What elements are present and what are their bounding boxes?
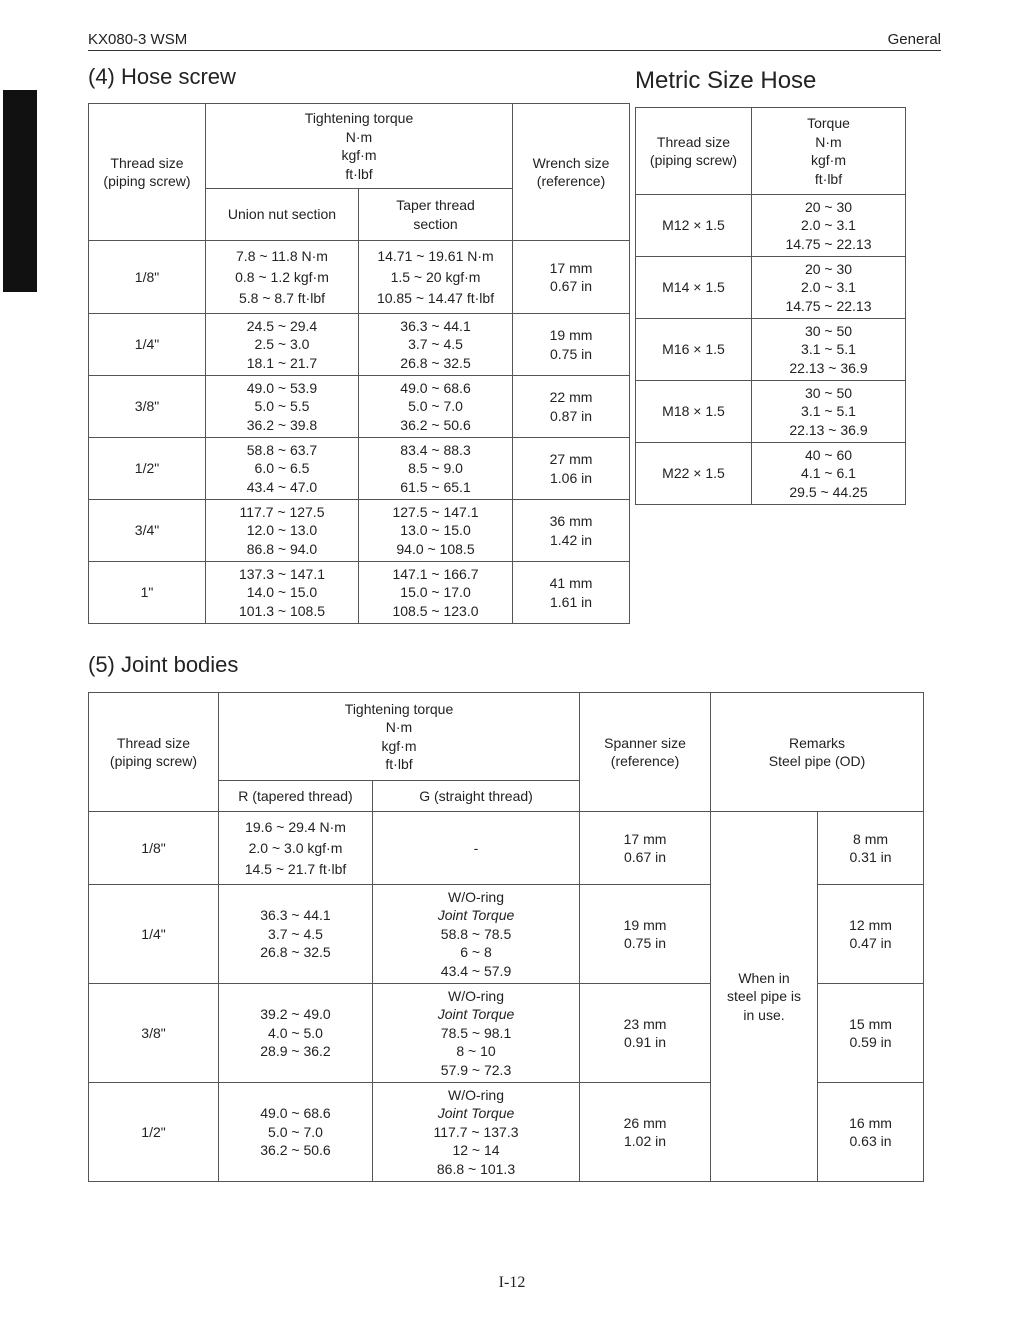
r-thread-torque-cell: 36.3 ~ 44.1 3.7 ~ 4.5 26.8 ~ 32.5 [219,885,373,984]
g-thread-torque-cell [373,1083,580,1182]
taper-thread-torque-cell: 127.5 ~ 147.1 13.0 ~ 15.0 94.0 ~ 108.5 [359,500,513,562]
header-thread-size: Thread size (piping screw) [89,693,219,812]
steel-pipe-od-cell: 8 mm 0.31 in [818,812,924,885]
steel-pipe-od-cell: 16 mm 0.63 in [818,1083,924,1182]
g-thread-note: - [473,839,479,856]
table-row [636,257,906,319]
metric-hose-title: Metric Size Hose [635,67,817,94]
header-union-nut: Union nut section [206,189,359,241]
thread-size-cell: 3/8" [89,376,206,438]
r-thread-torque-cell: 49.0 ~ 68.6 5.0 ~ 7.0 36.2 ~ 50.6 [219,1083,373,1182]
spanner-size-cell: 17 mm 0.67 in [580,812,711,885]
table-row [636,195,906,257]
wrench-size-cell: 36 mm 1.42 in [513,500,630,562]
header-torque: Torque N·m kgf·m ft·lbf [752,108,906,195]
header-wrench-size: Wrench size (reference) [513,104,630,241]
table-row [89,438,630,500]
union-nut-torque-cell: 117.7 ~ 127.5 12.0 ~ 13.0 86.8 ~ 94.0 [206,500,359,562]
header-spanner-size: Spanner size (reference) [580,693,711,812]
thread-size-cell: 3/8" [89,984,219,1083]
thread-size-cell: 1/4" [89,885,219,984]
page-number: I-12 [498,1274,526,1291]
steel-pipe-od-cell: 12 mm 0.47 in [818,885,924,984]
union-nut-torque-cell: 137.3 ~ 147.1 14.0 ~ 15.0 101.3 ~ 108.5 [206,562,359,624]
g-thread-torque-cell [373,812,580,885]
g-thread-note: W/O-ring [448,987,504,1004]
thread-size-cell: M18 × 1.5 [636,381,752,443]
header-tightening-torque: Tightening torque N·m kgf·m ft·lbf [206,104,513,189]
taper-thread-torque-cell: 36.3 ~ 44.1 3.7 ~ 4.5 26.8 ~ 32.5 [359,314,513,376]
header-tightening-torque: Tightening torque N·m kgf·m ft·lbf [219,693,580,781]
header-thread-size: Thread size (piping screw) [89,104,206,241]
g-thread-values: 58.8 ~ 78.5 6 ~ 8 43.4 ~ 57.9 [440,925,512,979]
g-thread-note: W/O-ring [448,1086,504,1103]
thread-size-cell: 1/8" [89,241,206,314]
table-row [636,443,906,505]
taper-thread-torque-cell: 147.1 ~ 166.7 15.0 ~ 17.0 108.5 ~ 123.0 [359,562,513,624]
thread-size-cell: 1/8" [89,812,219,885]
torque-cell: 40 ~ 60 4.1 ~ 6.1 29.5 ~ 44.25 [752,443,906,505]
header-remarks: Remarks Steel pipe (OD) [711,693,924,812]
r-thread-torque-cell: 19.6 ~ 29.4 N·m 2.0 ~ 3.0 kgf·m 14.5 ~ 21.7 ft·lbf [219,812,373,885]
table-row [89,812,924,885]
header-g-straight: G (straight thread) [373,781,580,812]
spanner-size-cell: 23 mm 0.91 in [580,984,711,1083]
section-tab-marker [3,90,37,292]
g-thread-values: 78.5 ~ 98.1 8 ~ 10 57.9 ~ 72.3 [440,1024,512,1078]
g-thread-values: 117.7 ~ 137.3 12 ~ 14 86.8 ~ 101.3 [433,1123,519,1177]
table-row [89,241,630,314]
thread-size-cell: M12 × 1.5 [636,195,752,257]
header-taper-thread: Taper thread section [359,189,513,241]
wrench-size-cell: 27 mm 1.06 in [513,438,630,500]
torque-cell: 30 ~ 50 3.1 ~ 5.1 22.13 ~ 36.9 [752,381,906,443]
union-nut-torque-cell: 58.8 ~ 63.7 6.0 ~ 6.5 43.4 ~ 47.0 [206,438,359,500]
taper-thread-torque-cell: 49.0 ~ 68.6 5.0 ~ 7.0 36.2 ~ 50.6 [359,376,513,438]
table-row [89,500,630,562]
metric-hose-table [635,107,906,505]
section-name: General [887,31,941,48]
joint-torque-label: Joint Torque [437,1105,515,1122]
manual-title: KX080-3 WSM [88,31,188,48]
thread-size-cell: M14 × 1.5 [636,257,752,319]
g-thread-torque-cell [373,984,580,1083]
table-row [636,381,906,443]
thread-size-cell: 1/2" [89,438,206,500]
joint-bodies-table [88,692,924,1182]
thread-size-cell: 1/2" [89,1083,219,1182]
table-row [89,376,630,438]
joint-torque-label: Joint Torque [437,907,515,924]
table-row [636,319,906,381]
torque-cell: 30 ~ 50 3.1 ~ 5.1 22.13 ~ 36.9 [752,319,906,381]
thread-size-cell: M16 × 1.5 [636,319,752,381]
spanner-size-cell: 26 mm 1.02 in [580,1083,711,1182]
r-thread-torque-cell: 39.2 ~ 49.0 4.0 ~ 5.0 28.9 ~ 36.2 [219,984,373,1083]
taper-thread-torque-cell: 83.4 ~ 88.3 8.5 ~ 9.0 61.5 ~ 65.1 [359,438,513,500]
header-divider [88,50,941,51]
g-thread-note: W/O-ring [448,888,504,905]
steel-pipe-remark-cell: When in steel pipe is in use. [711,812,818,1182]
table-row [89,314,630,376]
steel-pipe-od-cell: 15 mm 0.59 in [818,984,924,1083]
thread-size-cell: 3/4" [89,500,206,562]
thread-size-cell: 1/4" [89,314,206,376]
wrench-size-cell: 22 mm 0.87 in [513,376,630,438]
joint-bodies-title: (5) Joint bodies [88,652,239,677]
thread-size-cell: 1" [89,562,206,624]
header-r-tapered: R (tapered thread) [219,781,373,812]
wrench-size-cell: 41 mm 1.61 in [513,562,630,624]
wrench-size-cell: 19 mm 0.75 in [513,314,630,376]
hose-screw-table [88,103,630,624]
spanner-size-cell: 19 mm 0.75 in [580,885,711,984]
torque-cell: 20 ~ 30 2.0 ~ 3.1 14.75 ~ 22.13 [752,195,906,257]
torque-cell: 20 ~ 30 2.0 ~ 3.1 14.75 ~ 22.13 [752,257,906,319]
joint-torque-label: Joint Torque [437,1006,515,1023]
g-thread-torque-cell [373,885,580,984]
union-nut-torque-cell: 49.0 ~ 53.9 5.0 ~ 5.5 36.2 ~ 39.8 [206,376,359,438]
thread-size-cell: M22 × 1.5 [636,443,752,505]
union-nut-torque-cell: 7.8 ~ 11.8 N·m 0.8 ~ 1.2 kgf·m 5.8 ~ 8.7 ft·lbf [206,241,359,314]
wrench-size-cell: 17 mm 0.67 in [513,241,630,314]
header-thread-size: Thread size (piping screw) [636,108,752,195]
table-row [89,562,630,624]
hose-screw-title: (4) Hose screw [88,64,236,89]
taper-thread-torque-cell: 14.71 ~ 19.61 N·m 1.5 ~ 20 kgf·m 10.85 ~ 14.47 ft·lbf [359,241,513,314]
union-nut-torque-cell: 24.5 ~ 29.4 2.5 ~ 3.0 18.1 ~ 21.7 [206,314,359,376]
